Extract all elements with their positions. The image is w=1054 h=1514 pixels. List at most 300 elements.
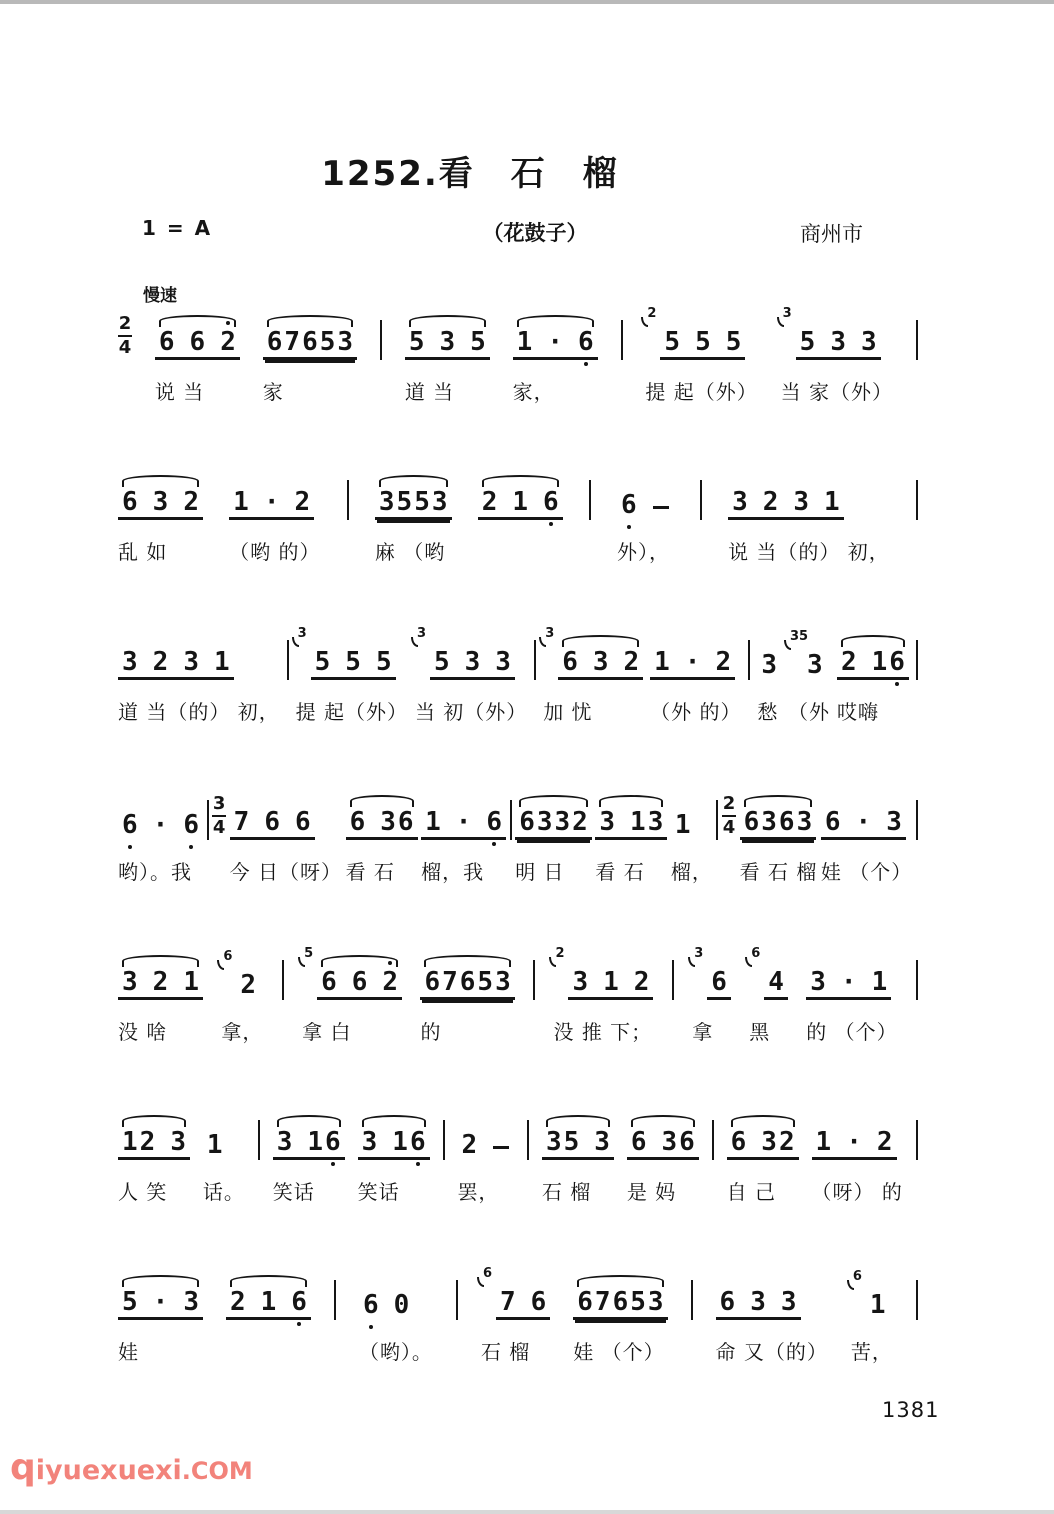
note-group — [647, 306, 745, 360]
note-token — [121, 1289, 139, 1315]
note-token — [491, 1146, 511, 1158]
note-group — [694, 946, 731, 1000]
dash-note — [493, 1146, 509, 1149]
slur-arc — [744, 795, 813, 807]
note-token — [424, 809, 442, 835]
notes-row — [478, 460, 563, 520]
slur-arc — [482, 475, 559, 487]
key-signature: 1 = A — [142, 216, 213, 240]
lyric-text: 乱 如 — [118, 540, 168, 564]
note-cell — [118, 460, 203, 562]
note-token — [530, 1289, 548, 1315]
note-digit: 3 — [599, 807, 616, 837]
note-token — [620, 492, 638, 518]
note-token — [623, 649, 641, 675]
note-group — [740, 809, 817, 840]
lyric-text: 说 当（的） 初， — [728, 540, 890, 564]
note-digit: 6 — [294, 807, 311, 837]
note-digit: 5 — [122, 1287, 138, 1317]
note-digit: 3 — [830, 327, 846, 357]
lyric-text: 愁 — [757, 700, 779, 724]
note-group — [727, 1129, 799, 1160]
note-token — [592, 649, 610, 675]
score-system — [118, 460, 918, 620]
note-token — [263, 809, 281, 835]
slur-arc — [731, 1115, 795, 1127]
note-token — [182, 969, 200, 995]
note-token — [630, 1129, 648, 1155]
note-group — [671, 812, 695, 840]
notes-row — [118, 1260, 203, 1320]
note-token — [710, 969, 728, 995]
note-digit: 2 — [229, 1287, 246, 1317]
note-digit: 6 — [577, 327, 594, 357]
lyric-text: 哎嗨 — [836, 700, 879, 724]
lyric-text: 家 — [262, 380, 284, 404]
note-digit: 1 — [213, 647, 230, 677]
slur-arc — [379, 475, 448, 487]
note-digit: 3 — [439, 327, 456, 357]
note-group — [545, 626, 643, 680]
note-digit: 3 — [361, 1127, 378, 1157]
note-group — [573, 1289, 667, 1320]
note-digit: 1 — [674, 810, 691, 840]
note-group — [716, 1289, 801, 1320]
grace-note: 3 — [545, 626, 555, 641]
note-token — [378, 489, 449, 515]
note-digit: 0 — [393, 1290, 410, 1320]
note-cell — [513, 300, 598, 402]
note-token — [239, 972, 257, 998]
note-cell — [203, 1100, 245, 1202]
note-digit: 6 — [621, 490, 637, 520]
note-digit: 1 — [871, 967, 888, 997]
note-digit: 6 — [397, 807, 414, 837]
note-group — [515, 809, 592, 840]
note-group — [118, 969, 203, 1000]
dot-note: · — [547, 327, 563, 357]
note-token — [494, 649, 512, 675]
note-digit: 3 — [276, 1127, 293, 1157]
watermark-initial: q — [10, 1447, 36, 1488]
barline — [380, 320, 382, 360]
note-cell — [716, 1260, 828, 1362]
song-subtitle: （花鼓子） — [482, 221, 588, 245]
note-digit: 6 — [409, 1127, 426, 1157]
slur-arc — [350, 795, 414, 807]
note-digit: 3 — [860, 327, 877, 357]
note-group — [226, 1289, 311, 1320]
note-token — [871, 649, 906, 675]
note-digit: 5 — [433, 647, 450, 677]
dot-note: · — [855, 807, 872, 837]
dash-note — [653, 506, 669, 509]
note-token — [229, 1289, 247, 1315]
barline — [916, 1280, 918, 1320]
note-digit: 3 — [380, 807, 396, 837]
lyric-text: 拿 白 — [302, 1020, 352, 1044]
score-system — [118, 1100, 918, 1260]
note-group — [457, 1132, 514, 1160]
note-digit: 6 — [325, 1127, 341, 1157]
note-digit: 3 — [431, 487, 448, 517]
note-group — [751, 946, 788, 1000]
note-token — [840, 969, 858, 995]
dot-note: · — [840, 967, 857, 997]
note-digit: 1 — [654, 647, 670, 677]
note-digit: 2 — [762, 487, 779, 517]
note-token — [349, 809, 367, 835]
scan-edge-top — [0, 0, 1054, 4]
note-digit: 6 — [189, 327, 206, 357]
note-digit: 6 — [519, 807, 535, 837]
lyric-text: （外 — [788, 700, 830, 724]
lyric-text: 的 （个） — [806, 1020, 898, 1044]
note-cell — [788, 620, 830, 722]
note-digit: 1 — [307, 1127, 324, 1157]
notes-row — [203, 1100, 245, 1160]
notes-row — [118, 460, 203, 520]
time-signature-numerator: 3 — [212, 793, 226, 814]
note-token — [516, 329, 534, 355]
note-digit: 6 — [530, 1287, 547, 1317]
note-cell — [617, 460, 674, 562]
note-digit: 6 — [612, 1287, 629, 1317]
notes-row — [515, 780, 592, 840]
note-token — [593, 1129, 611, 1155]
note-token — [232, 489, 250, 515]
note-digit: 6 — [351, 967, 368, 997]
note-digit: 3 — [886, 807, 902, 837]
note-digit: 3 — [807, 650, 823, 680]
note-digit: 3 — [572, 967, 589, 997]
note-digit: 2 — [152, 647, 169, 677]
note-token — [684, 649, 702, 675]
note-group — [118, 812, 203, 840]
note-token — [464, 649, 482, 675]
note-group — [757, 652, 781, 680]
notes-row — [513, 300, 598, 360]
notes-row — [728, 460, 890, 520]
note-digit: 3 — [183, 647, 199, 677]
note-cell — [478, 460, 563, 562]
note-token — [182, 1289, 200, 1315]
note-digit: 7 — [284, 327, 301, 357]
note-digit: 5 — [319, 327, 336, 357]
page-number: 1381 — [882, 1398, 940, 1422]
note-cell — [346, 780, 418, 882]
note-cell — [481, 1260, 550, 1362]
note-digit: 6 — [424, 967, 441, 997]
note-token — [694, 329, 712, 355]
lyric-text — [226, 1336, 311, 1362]
lyric-text: （哟）。 — [358, 1340, 433, 1364]
note-token — [361, 1129, 379, 1155]
slur-arc — [362, 1115, 426, 1127]
note-group — [359, 1292, 413, 1320]
dot-note: · — [152, 1287, 169, 1317]
note-cell — [457, 1100, 514, 1202]
note-token — [290, 1289, 308, 1315]
note-token — [714, 649, 732, 675]
note-group — [297, 626, 396, 680]
scan-edge-bottom — [0, 1510, 1054, 1514]
slur-arc — [159, 315, 236, 327]
slur-arc — [122, 1275, 199, 1287]
note-token — [730, 1129, 748, 1155]
slur-arc — [122, 475, 199, 487]
time-signature — [722, 795, 736, 837]
note-token — [455, 809, 473, 835]
notes-row — [553, 940, 653, 1000]
note-digit: 3 — [750, 1287, 766, 1317]
grace-note: 3 — [297, 626, 307, 641]
note-digit: 7 — [499, 1287, 516, 1317]
grace-note: 6 — [223, 949, 233, 964]
note-token — [571, 969, 589, 995]
notes-row — [421, 780, 506, 840]
note-token — [152, 1289, 170, 1315]
note-digit: 2 — [461, 1130, 478, 1160]
notes-row — [296, 620, 408, 680]
note-token — [885, 809, 903, 835]
dot-note: · — [263, 487, 280, 517]
notes-row — [650, 620, 741, 680]
note-digit: 1 — [630, 807, 646, 837]
note-digit: 4 — [768, 967, 784, 997]
note-digit: 1 — [122, 1127, 138, 1157]
note-digit: 6 — [158, 327, 175, 357]
note-digit: 5 — [695, 327, 711, 357]
note-token — [824, 809, 842, 835]
note-cell — [627, 1100, 699, 1202]
notes-row — [812, 1100, 903, 1160]
note-token — [169, 1129, 187, 1155]
note-cell — [595, 780, 667, 882]
note-digit: 1 — [206, 1130, 223, 1160]
note-token — [762, 489, 780, 515]
note-digit: 5 — [414, 487, 430, 517]
note-digit: 2 — [152, 967, 169, 997]
note-token — [152, 649, 170, 675]
note-group — [821, 809, 906, 840]
note-cell — [671, 780, 713, 882]
note-digit: 3 — [810, 967, 826, 997]
barline — [510, 800, 512, 840]
barline — [916, 1120, 918, 1160]
barline — [700, 480, 702, 520]
notes-row — [481, 1260, 550, 1320]
tempo-marking: 慢速 — [143, 286, 177, 306]
note-group — [118, 489, 203, 520]
grace-note: 3 — [694, 946, 704, 961]
slur-arc — [599, 795, 663, 807]
note-token — [121, 969, 139, 995]
note-cell — [359, 1260, 433, 1362]
note-cell — [781, 300, 893, 402]
note-cell — [728, 460, 890, 562]
note-group — [650, 649, 735, 680]
note-cell — [118, 1100, 190, 1202]
note-digit: 2 — [382, 967, 399, 997]
slur-arc — [519, 795, 588, 807]
notes-row — [118, 780, 203, 840]
note-cell — [263, 300, 357, 402]
note-digit: 5 — [630, 1287, 646, 1317]
note-digit: 1 — [233, 487, 249, 517]
note-token — [518, 809, 589, 835]
note-digit: 3 — [378, 487, 395, 517]
note-token — [561, 649, 579, 675]
note-token — [152, 489, 170, 515]
note-group — [346, 809, 418, 840]
note-group — [482, 1266, 550, 1320]
note-cell — [553, 940, 653, 1042]
note-digit: 1 — [871, 647, 888, 677]
time-signature — [118, 315, 132, 357]
lyric-text: 榴， — [670, 860, 713, 884]
barline — [916, 960, 918, 1000]
note-digit: 3 — [594, 1127, 610, 1157]
note-cell — [358, 1100, 430, 1202]
note-digit: 5 — [664, 327, 681, 357]
note-digit: 6 — [183, 810, 199, 840]
note-cell — [405, 300, 490, 402]
note-digit: 3 — [183, 1287, 199, 1317]
note-group — [118, 649, 234, 680]
notes-row — [543, 620, 643, 680]
note-digit: 3 — [170, 1127, 186, 1157]
note-digit: 6 — [486, 807, 503, 837]
note-token — [433, 649, 451, 675]
note-digit: 1 — [260, 1287, 277, 1317]
lyric-text: 提 起（外） — [295, 700, 408, 724]
slur-arc — [841, 635, 905, 647]
note-digit: 3 — [796, 807, 813, 837]
notes-row — [346, 780, 418, 840]
lyric-text: 笑话 — [272, 1180, 315, 1204]
time-signature-numerator: 2 — [722, 793, 736, 814]
lyric-text: 今 日（呀） — [229, 860, 343, 884]
note-group — [627, 1129, 699, 1160]
slur-arc — [562, 635, 639, 647]
note-digit: 5 — [470, 327, 486, 357]
note-token — [840, 649, 858, 675]
time-signature-denominator: 4 — [212, 817, 226, 838]
slur-arc — [409, 315, 486, 327]
note-token — [629, 809, 664, 835]
note-digit: 6 — [122, 487, 138, 517]
note-cell — [155, 300, 240, 402]
note-token — [749, 1289, 767, 1315]
note-token — [760, 652, 778, 678]
barline — [916, 640, 918, 680]
note-group — [790, 629, 827, 680]
dot-note: · — [152, 810, 169, 840]
note-group — [230, 809, 315, 840]
note-digit: 6 — [824, 807, 841, 837]
notes-row — [155, 300, 240, 360]
barline — [443, 1120, 445, 1160]
slur-arc — [424, 955, 510, 967]
notes-row — [229, 460, 320, 520]
note-cell — [420, 940, 514, 1042]
note-token — [598, 809, 616, 835]
note-digit: 3 — [464, 647, 481, 677]
dot-note: · — [684, 647, 701, 677]
barline — [691, 1280, 693, 1320]
slur-arc — [122, 955, 199, 967]
note-digit: 7 — [233, 807, 250, 837]
note-token — [182, 489, 200, 515]
note-token — [731, 489, 749, 515]
note-group — [118, 1129, 190, 1160]
note-token — [408, 329, 426, 355]
note-cell — [740, 780, 818, 882]
note-digit: 3 — [122, 967, 138, 997]
grace-note: 2 — [647, 306, 657, 321]
grace-note: 6 — [482, 1266, 492, 1281]
note-digit: 6 — [362, 1290, 379, 1320]
lyric-text: 当 家（外） — [780, 380, 894, 404]
grace-note: 2 — [555, 946, 565, 961]
note-token — [869, 1292, 887, 1318]
note-token — [362, 1292, 380, 1318]
notes-row — [226, 1260, 311, 1320]
grace-note: 5 — [304, 946, 314, 961]
note-group — [812, 1129, 897, 1160]
slur-arc — [267, 315, 353, 327]
note-token — [674, 812, 692, 838]
note-digit: 6 — [302, 327, 318, 357]
notes-row — [806, 940, 897, 1000]
note-token — [206, 1132, 224, 1158]
barline — [258, 1120, 260, 1160]
note-digit: 2 — [623, 647, 640, 677]
notes-row — [359, 1260, 433, 1320]
note-token — [545, 1129, 580, 1155]
note-token — [158, 329, 176, 355]
note-token — [381, 969, 399, 995]
note-digit: 6 — [459, 967, 476, 997]
barline — [282, 960, 284, 1000]
notes-row — [273, 1100, 345, 1160]
note-digit: 6 — [321, 967, 337, 997]
note-cell — [296, 620, 408, 722]
note-token — [760, 1129, 795, 1155]
note-digit: 1 — [183, 967, 199, 997]
note-cell — [421, 780, 506, 882]
note-cell — [118, 1260, 203, 1362]
barline — [621, 320, 623, 360]
note-digit: 3 — [554, 807, 571, 837]
lyric-text: 麻 （哟 — [374, 540, 446, 564]
note-digit: 3 — [592, 647, 609, 677]
notes-row — [692, 940, 731, 1000]
grace-note: 3 — [416, 626, 426, 641]
score-system — [118, 940, 918, 1100]
note-group — [421, 809, 506, 840]
note-digit: 3 — [780, 1287, 797, 1317]
note-cell — [821, 780, 912, 882]
note-digit: 6 — [349, 807, 366, 837]
note-digit: 3 — [495, 967, 511, 997]
lyric-text: 家， — [512, 380, 555, 404]
notes-row — [221, 940, 263, 1000]
notes-row — [118, 620, 280, 680]
note-token — [576, 1289, 664, 1315]
note-group — [542, 1129, 614, 1160]
